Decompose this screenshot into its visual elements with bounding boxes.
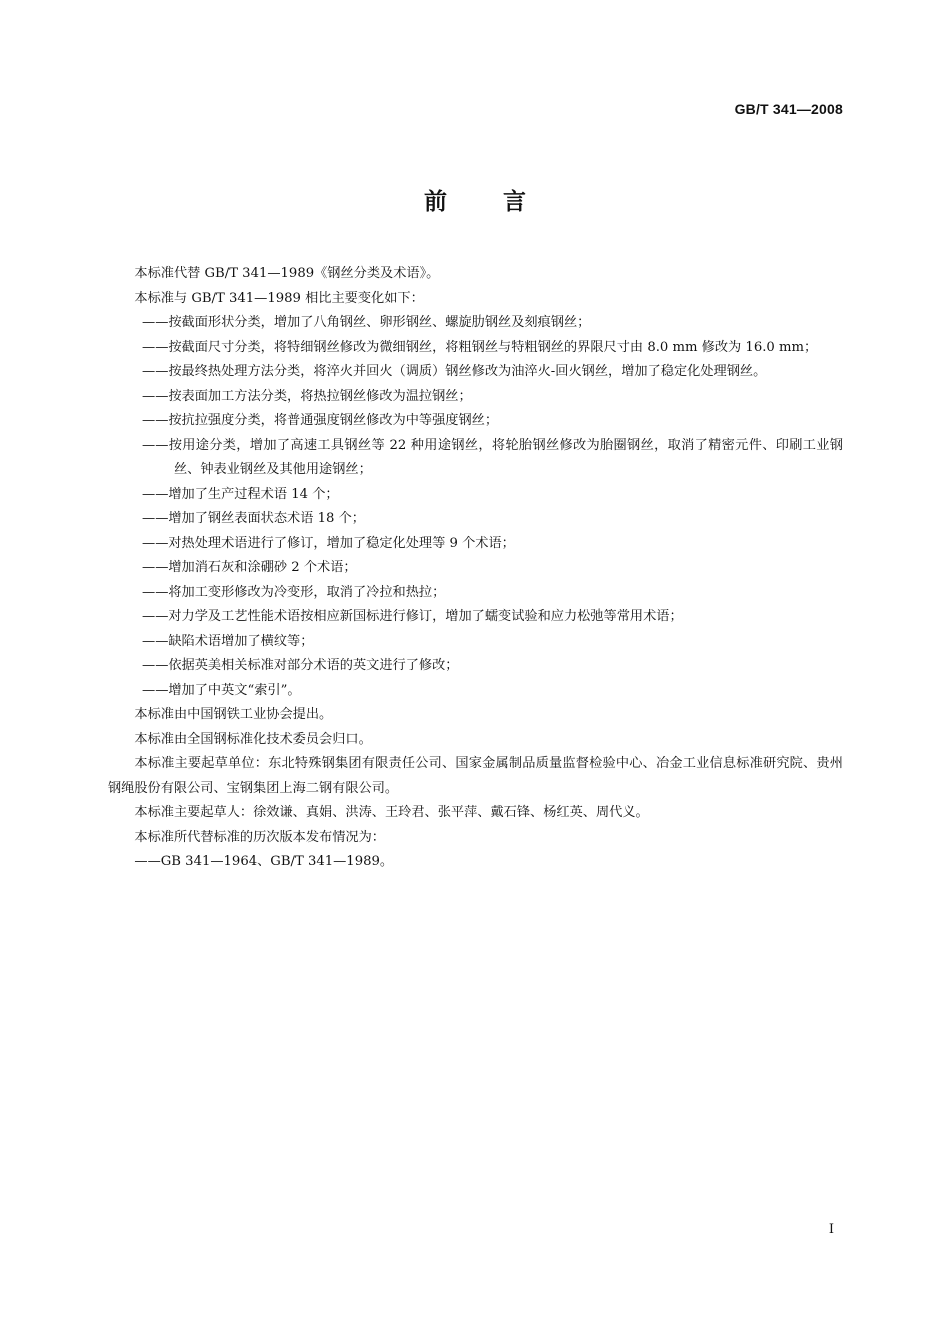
paragraph: 本标准由全国钢标准化技术委员会归口。 (134, 731, 372, 747)
change-item: ——增加了生产过程术语 14 个； (142, 486, 339, 502)
paragraph: 本标准代替 GB/T 341—1989《钢丝分类及术语》。 (134, 266, 440, 281)
foreword-body (108, 262, 843, 875)
history-item: ——GB 341—1964、GB/T 341—1989。 (134, 854, 394, 869)
change-item: ——按表面加工方法分类，将热拉钢丝修改为温拉钢丝； (142, 388, 472, 404)
paragraph: 本标准主要起草单位：东北特殊钢集团有限责任公司、国家金属制品质量监督检验中心、冶金工业信息标准研究院、贵州钢绳股份有限公司、宝钢集团上海二钢有限公司。 (108, 756, 843, 796)
paragraph: 本标准由中国钢铁工业协会提出。 (134, 707, 333, 722)
paragraph: 本标准主要起草人：徐效谦、真娟、洪涛、王玲君、张平萍、戴石锋、杨红英、周代义。 (134, 805, 649, 820)
change-item: ——依据英美相关标准对部分术语的英文进行了修改； (142, 658, 459, 673)
change-item: ——增加了钢丝表面状态术语 18 个； (142, 511, 365, 526)
paragraph: 本标准与 GB/T 341—1989 相比主要变化如下： (134, 290, 424, 306)
change-item: ——按最终热处理方法分类，将淬火并回火（调质）钢丝修改为油淬火-回火钢丝，增加了稳定化处理钢丝。 (142, 364, 767, 379)
page-number: I (828, 1222, 834, 1237)
page-title: 前言 (424, 189, 582, 215)
change-item: ——对热处理术语进行了修订，增加了稳定化处理等 9 个术语； (142, 535, 515, 551)
change-item: ——按截面形状分类，增加了八角钢丝、卵形钢丝、螺旋肋钢丝及刻痕钢丝； (142, 315, 591, 330)
change-item: ——增加了中英文“索引”。 (142, 682, 301, 698)
change-item: ——按抗拉强度分类，将普通强度钢丝修改为中等强度钢丝； (142, 413, 499, 428)
change-item: ——按截面尺寸分类，将特细钢丝修改为微细钢丝，将粗钢丝与特粗钢丝的界限尺寸由 8.0 mm 修改为 16.0 mm； (142, 339, 818, 355)
change-item: ——增加消石灰和涂硼砂 2 个术语； (142, 560, 357, 575)
change-item: ——缺陷术语增加了横纹等； (142, 633, 314, 649)
change-item: ——将加工变形修改为冷变形，取消了冷拉和热拉； (142, 584, 446, 600)
paragraph: 本标准所代替标准的历次版本发布情况为： (134, 829, 385, 845)
change-item: ——对力学及工艺性能术语按相应新国标进行修订，增加了蠕变试验和应力松弛等常用术语； (142, 609, 683, 624)
change-item: ——按用途分类，增加了高速工具钢丝等 22 种用途钢丝，将轮胎钢丝修改为胎圈钢丝，取消了精密元件、印刷工业钢丝、钟表业钢丝及其他用途钢丝； (142, 437, 843, 477)
standard-number: GB/T 341—2008 (734, 101, 843, 117)
